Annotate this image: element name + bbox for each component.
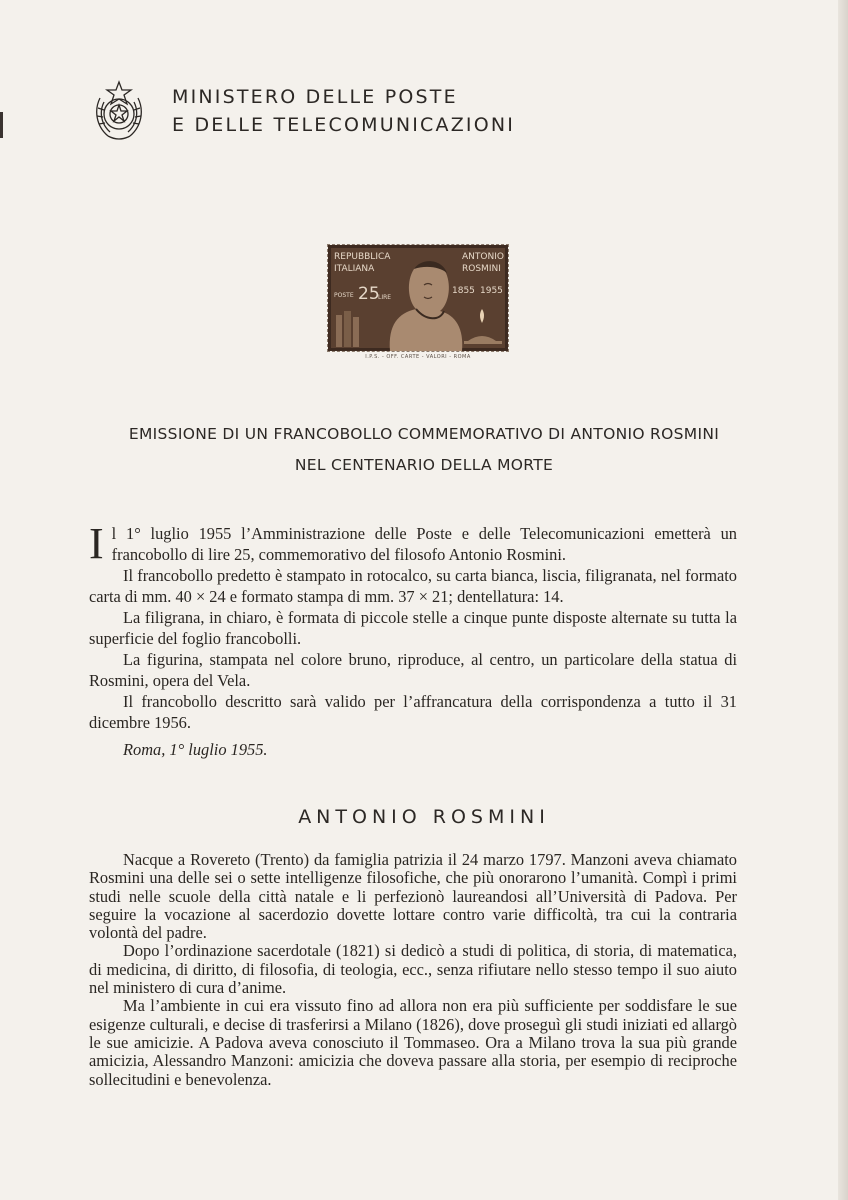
document-title-line2: NEL CENTENARIO DELLA MORTE [294, 456, 554, 474]
biography-paragraph-3: Ma l’ambiente in cui era vissuto fino ad allora non era più sufficiente per soddisfare le sue esigenze culturali, e decise di trasferirsi a Milano (1826), dove proseguì gli studi iniziati ed allargò le sue amicizie. A Padova aveva conosciuto il Tommaseo. Ora a Milano trova la sua più grande amicizia, Alessandro Manzoni: amicizia che doveva passare alla storia, per esempio di reciproche sollecitudini e benevolenza. [89, 996, 737, 1089]
ministry-name-line1: MINISTERO DELLE POSTE [172, 86, 458, 108]
stamp-value: 25 [358, 284, 380, 304]
stamp-year-start: 1855 [452, 286, 475, 296]
section-title: ANTONIO ROSMINI [298, 806, 550, 828]
stamp-text-italy: ITALIANA [334, 264, 375, 274]
biography-paragraph-1: Nacque a Rovereto (Trento) da famiglia patrizia il 24 marzo 1797. Manzoni aveva chiamato Rosmini una delle sei o sette intelligenze filosofiche, che più onorarono l’umanità. Compì i primi studi nelle scuole della città natale e li perfezionò laureandosi all’Università di Padova. Per seguire la vocazione al sacerdozio dovette lottare contro varie difficoltà, tra cui la contraria volontà del padre. [89, 850, 737, 943]
stamp-image [327, 244, 509, 352]
document-title-line1: EMISSIONE DI UN FRANCOBOLLO COMMEMORATIVO DI ANTONIO ROSMINI [128, 425, 720, 443]
biography-text [89, 851, 737, 1089]
stamp-text-republic: REPUBBLICA [334, 252, 391, 262]
announcement-paragraph-5: Il francobollo descritto sarà valido per l’affrancatura della corrispondenza a tutto il 31 dicembre 1956. [89, 692, 737, 732]
announcement-paragraph-3: La filigrana, in chiaro, è formata di piccole stelle a cinque punte disposte alternate su tutta la superficie del foglio francobolli. [89, 608, 737, 648]
ministry-name-line2: E DELLE TELECOMUNICAZIONI [172, 114, 516, 136]
announcement-paragraph-2: Il francobollo predetto è stampato in rotocalco, su carta bianca, liscia, filigranata, nel formato carta di mm. 40 × 24 e formato stampa di mm. 37 × 21; dentellatura: 14. [89, 566, 737, 606]
page-edge [838, 0, 848, 1200]
announcement-date: Roma, 1° luglio 1955. [123, 740, 268, 759]
stamp-text-rosmini: ROSMINI [462, 264, 501, 274]
ministry-header [90, 78, 515, 144]
stamp-text-poste: POSTE [334, 292, 354, 299]
margin-mark [0, 112, 3, 138]
stamp-year-end: 1955 [480, 286, 503, 296]
announcement-paragraph-4: La figurina, stampata nel colore bruno, riproduce, al centro, un particolare della statua di Rosmini, opera del Vela. [89, 650, 737, 690]
stamp-printer-imprint: I.P.S. - OFF. CARTE - VALORI - ROMA [365, 354, 471, 360]
italian-emblem-icon [90, 78, 148, 144]
drop-cap: I [89, 519, 104, 568]
biography-paragraph-2: Dopo l’ordinazione sacerdotale (1821) si dedicò a studi di politica, di storia, di matematica, di medicina, di diritto, di filosofia, di teologia, ecc., senza rifiutare nello stesso tempo il suo aiuto nel ministero di cura d’anime. [89, 941, 737, 998]
announcement-paragraph-1: Il 1° luglio 1955 l’Amministrazione delle Poste e delle Telecomunicazioni emetterà un francobollo di lire 25, commemorativo del filosofo Antonio Rosmini. [89, 519, 737, 568]
stamp-image-wrapper [326, 244, 510, 360]
stamp-text-antonio: ANTONIO [462, 252, 504, 262]
announcement-text [89, 519, 737, 760]
stamp-text-lire: LIRE [378, 294, 392, 301]
